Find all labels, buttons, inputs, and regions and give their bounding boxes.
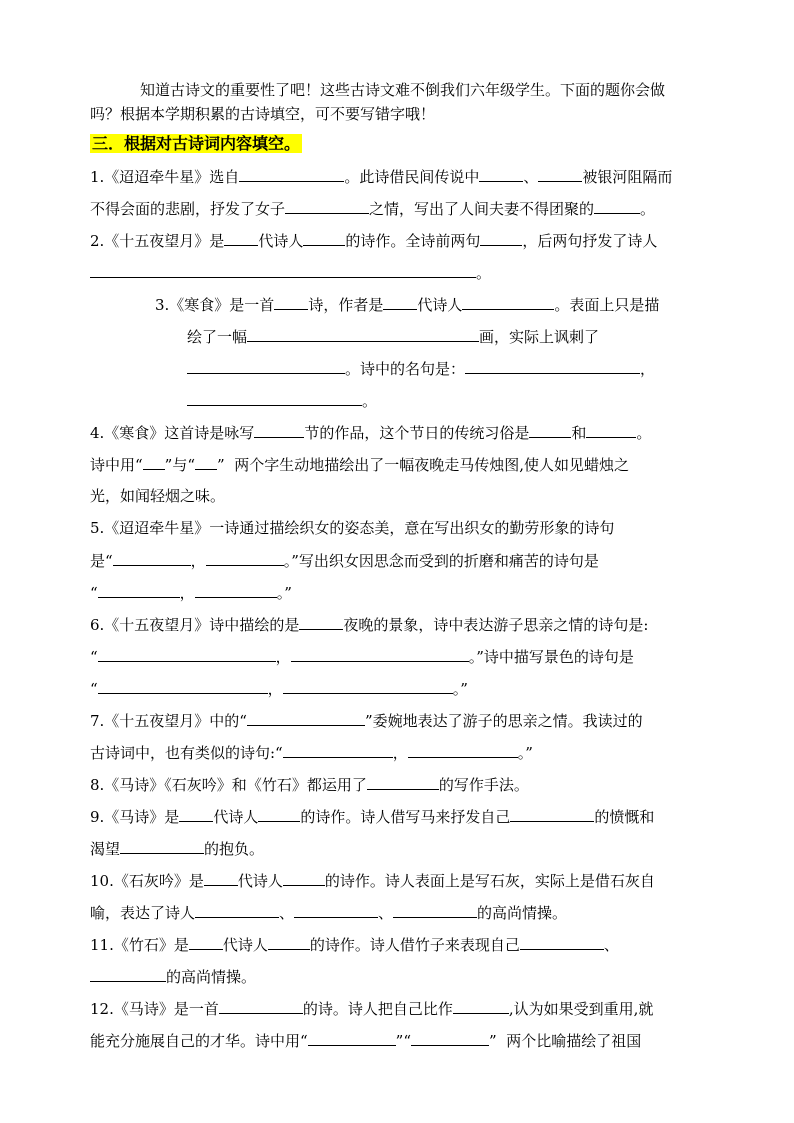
question-4: 4.《寒食》这首诗是咏写 节的作品，这个节日的传统习俗是 和 。: [90, 424, 652, 442]
blank[interactable]: [586, 422, 636, 438]
blank[interactable]: [303, 230, 345, 246]
blank[interactable]: [195, 454, 217, 470]
question-2: 2.《十五夜望月》是 代诗人 的诗作。全诗前两句 ，后两句抒发了诗人: [90, 232, 658, 250]
blank[interactable]: [187, 390, 362, 406]
blank[interactable]: [462, 294, 554, 310]
blank[interactable]: [308, 1030, 396, 1046]
question-6: 6.《十五夜望月》诗中描绘的是 夜晚的景象，诗中表达游子思亲之情的诗句是:: [90, 616, 649, 634]
question-11-cont: 的高尚情操。: [90, 966, 256, 987]
blank[interactable]: [594, 198, 640, 214]
blank[interactable]: [98, 646, 276, 662]
blank[interactable]: [408, 742, 518, 758]
question-10-cont: 喻，表达了诗人 、 、 的高尚情操。: [90, 904, 568, 922]
blank[interactable]: [285, 198, 369, 214]
section-title: 三．根据对古诗词内容填空。: [92, 134, 301, 153]
question-7: 7.《十五夜望月》中的“ ”委婉地表达了游子的思亲之情。我读过的: [90, 712, 643, 730]
question-4-cont-1: 诗中用“ ”与“ ” 两个字生动地描绘出了一幅夜晚走马传烛图,使人如见蜡烛之: [90, 456, 629, 474]
question-7-cont: 古诗词中，也有类似的诗句:“ ， 。”: [90, 744, 533, 762]
question-12: 12.《马诗》是一首 的诗。诗人把自己比作 ,认为如果受到重用,就: [90, 1000, 654, 1018]
blank[interactable]: [367, 774, 439, 790]
blank[interactable]: [98, 678, 268, 694]
question-5-cont-2: “ ， 。”: [90, 584, 292, 602]
blank[interactable]: [283, 870, 325, 886]
blank[interactable]: [520, 934, 604, 950]
blank[interactable]: [179, 806, 213, 822]
question-1-cont: 不得会面的悲剧，抒发了女子 之情，写出了人间夫妻不得团聚的 。: [90, 200, 656, 218]
blank[interactable]: [538, 166, 582, 182]
question-4-cont-2: 光，如闻轻烟之味。: [90, 487, 226, 505]
blank[interactable]: [453, 998, 509, 1014]
blank[interactable]: [258, 806, 300, 822]
question-5: 5.《迢迢牵牛星》一诗通过描绘织女的姿态美，意在写出织女的勤劳形象的诗句: [90, 519, 615, 537]
intro-line-2: 吗？根据本学期积累的古诗填空，可不要写错字哦！: [90, 105, 436, 123]
blank[interactable]: [195, 902, 279, 918]
blank[interactable]: [479, 166, 523, 182]
blank[interactable]: [239, 166, 344, 182]
intro-line-1: 知道古诗文的重要性了吧！这些古诗文难不倒我们六年级学生。下面的题你会做: [140, 81, 666, 99]
blank[interactable]: [90, 262, 476, 278]
question-3-cont-1: 绘了一幅 画，实际上讽刺了: [187, 328, 600, 346]
question-3-cont-2: 。诗中的名句是： ，: [187, 358, 655, 379]
blank[interactable]: [283, 742, 393, 758]
question-9-cont: 渴望 的抱负。: [90, 840, 265, 858]
blank[interactable]: [411, 1030, 489, 1046]
question-11: 11.《竹石》是 代诗人 的诗作。诗人借竹子来表现自己 、: [90, 936, 619, 954]
blank[interactable]: [299, 614, 343, 630]
blank[interactable]: [219, 998, 303, 1014]
blank[interactable]: [187, 358, 345, 374]
question-6-cont-2: “ ， 。”: [90, 680, 468, 698]
blank[interactable]: [268, 934, 310, 950]
blank[interactable]: [274, 294, 308, 310]
blank[interactable]: [189, 934, 223, 950]
blank[interactable]: [90, 966, 166, 982]
blank[interactable]: [113, 550, 191, 566]
blank[interactable]: [224, 230, 258, 246]
blank[interactable]: [254, 422, 304, 438]
blank[interactable]: [465, 358, 640, 374]
question-1: 1.《迢迢牵牛星》选自 。此诗借民间传说中 、 被银河阻隔而: [90, 168, 673, 186]
blank[interactable]: [480, 230, 522, 246]
question-3: 3.《寒食》是一首 诗，作者是 代诗人 。表面上只是描: [155, 296, 660, 314]
blank[interactable]: [195, 582, 277, 598]
blank[interactable]: [283, 678, 453, 694]
question-2-cont: 。: [90, 262, 491, 283]
blank[interactable]: [393, 902, 477, 918]
question-10: 10.《石灰吟》是 代诗人 的诗作。诗人表面上是写石灰，实际上是借石灰自: [90, 872, 655, 890]
question-12-cont: 能充分施展自己的才华。诗中用“ ”“ ” 两个比喻描绘了祖国: [90, 1032, 642, 1050]
blank[interactable]: [120, 838, 204, 854]
blank[interactable]: [294, 902, 378, 918]
question-5-cont-1: 是“ ， 。”写出织女因思念而受到的折磨和痛苦的诗句是: [90, 552, 599, 570]
blank[interactable]: [510, 806, 594, 822]
blank[interactable]: [383, 294, 417, 310]
blank[interactable]: [529, 422, 571, 438]
blank[interactable]: [98, 582, 180, 598]
blank[interactable]: [291, 646, 469, 662]
question-3-cont-3: 。: [187, 390, 377, 411]
question-6-cont-1: “ ， 。”诗中描写景色的诗句是: [90, 648, 634, 666]
blank[interactable]: [206, 550, 284, 566]
blank[interactable]: [247, 326, 479, 342]
blank[interactable]: [204, 870, 238, 886]
question-8: 8.《马诗》《石灰吟》和《竹石》都运用了 的写作手法。: [90, 776, 529, 794]
blank[interactable]: [143, 454, 165, 470]
question-9: 9.《马诗》是 代诗人 的诗作。诗人借写马来抒发自己 的愤慨和: [90, 808, 655, 826]
blank[interactable]: [247, 710, 365, 726]
